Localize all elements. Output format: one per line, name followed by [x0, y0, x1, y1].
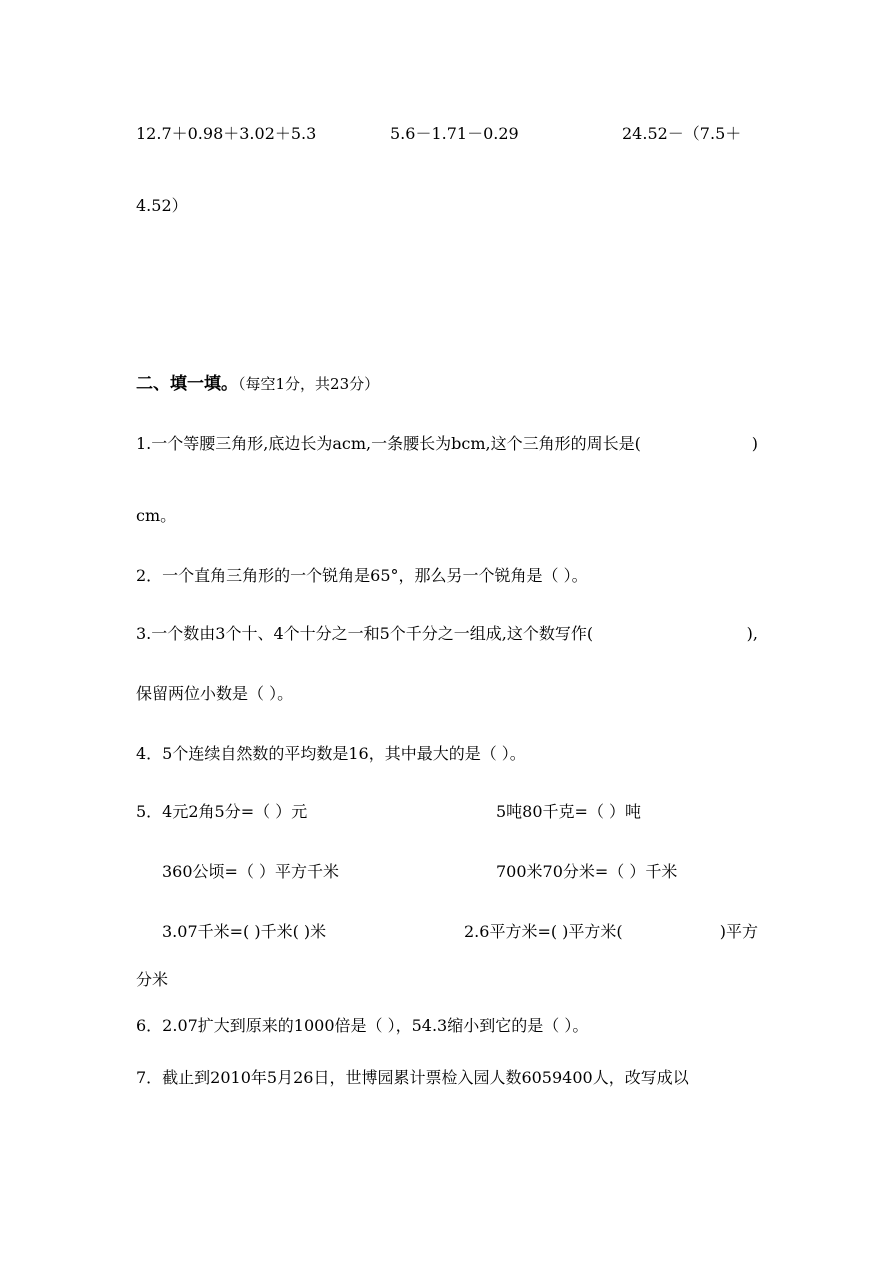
question-1-text: 1.一个等腰三角形,底边长为acm,一条腰长为bcm,这个三角形的周长是(: [136, 434, 641, 453]
question-5-item-b: 5吨80千克=（ ）吨: [496, 802, 642, 821]
question-3-line-1: [136, 624, 758, 644]
question-1-blank-close: ): [751, 434, 758, 453]
question-5-item-c: 360公顷=（ ）平方千米: [162, 862, 340, 881]
calc-expression-3-continued: 4.52）: [136, 196, 188, 215]
question-2: 2．一个直角三角形的一个锐角是65°，那么另一个锐角是（ ）。: [136, 566, 588, 585]
question-5-item-f-end: )平方: [719, 922, 758, 941]
section-2-heading: [136, 374, 379, 394]
question-5-item-f-text: 2.6平方米=( )平方米(: [464, 922, 623, 941]
question-5-item-a: 5．4元2角5分=（ ）元: [136, 802, 308, 821]
question-5-item-e: 3.07千米=( )千米( )米: [162, 922, 327, 941]
question-1-line-2: cm。: [136, 506, 177, 525]
question-4: 4．5个连续自然数的平均数是16，其中最大的是（ ）。: [136, 744, 526, 763]
calc-expression-1: 12.7＋0.98＋3.02＋5.3: [136, 124, 317, 143]
section-2-score-note: （每空1分，共23分）: [238, 375, 380, 393]
question-3-blank-close: ),: [746, 624, 758, 643]
section-2-title: 二、填一填。: [136, 374, 238, 394]
question-3-text: 3.一个数由3个十、4个十分之一和5个千分之一组成,这个数写作(: [136, 624, 594, 643]
question-5-item-f: [464, 922, 758, 942]
calc-expression-2: 5.6－1.71－0.29: [390, 124, 519, 143]
question-1-line-1: [136, 434, 758, 454]
question-6: 6．2.07扩大到原来的1000倍是（ ），54.3缩小到它的是（ ）。: [136, 1016, 589, 1035]
question-3-line-2: 保留两位小数是（ ）。: [136, 684, 294, 703]
question-5-item-d: 700米70分米=（ ）千米: [496, 862, 678, 881]
question-7: 7．截止到2010年5月26日，世博园累计票检入园人数6059400人，改写成以: [136, 1068, 689, 1087]
calc-expression-3: 24.52－（7.5＋: [622, 124, 742, 143]
question-5-item-f-continued: 分米: [136, 970, 169, 989]
